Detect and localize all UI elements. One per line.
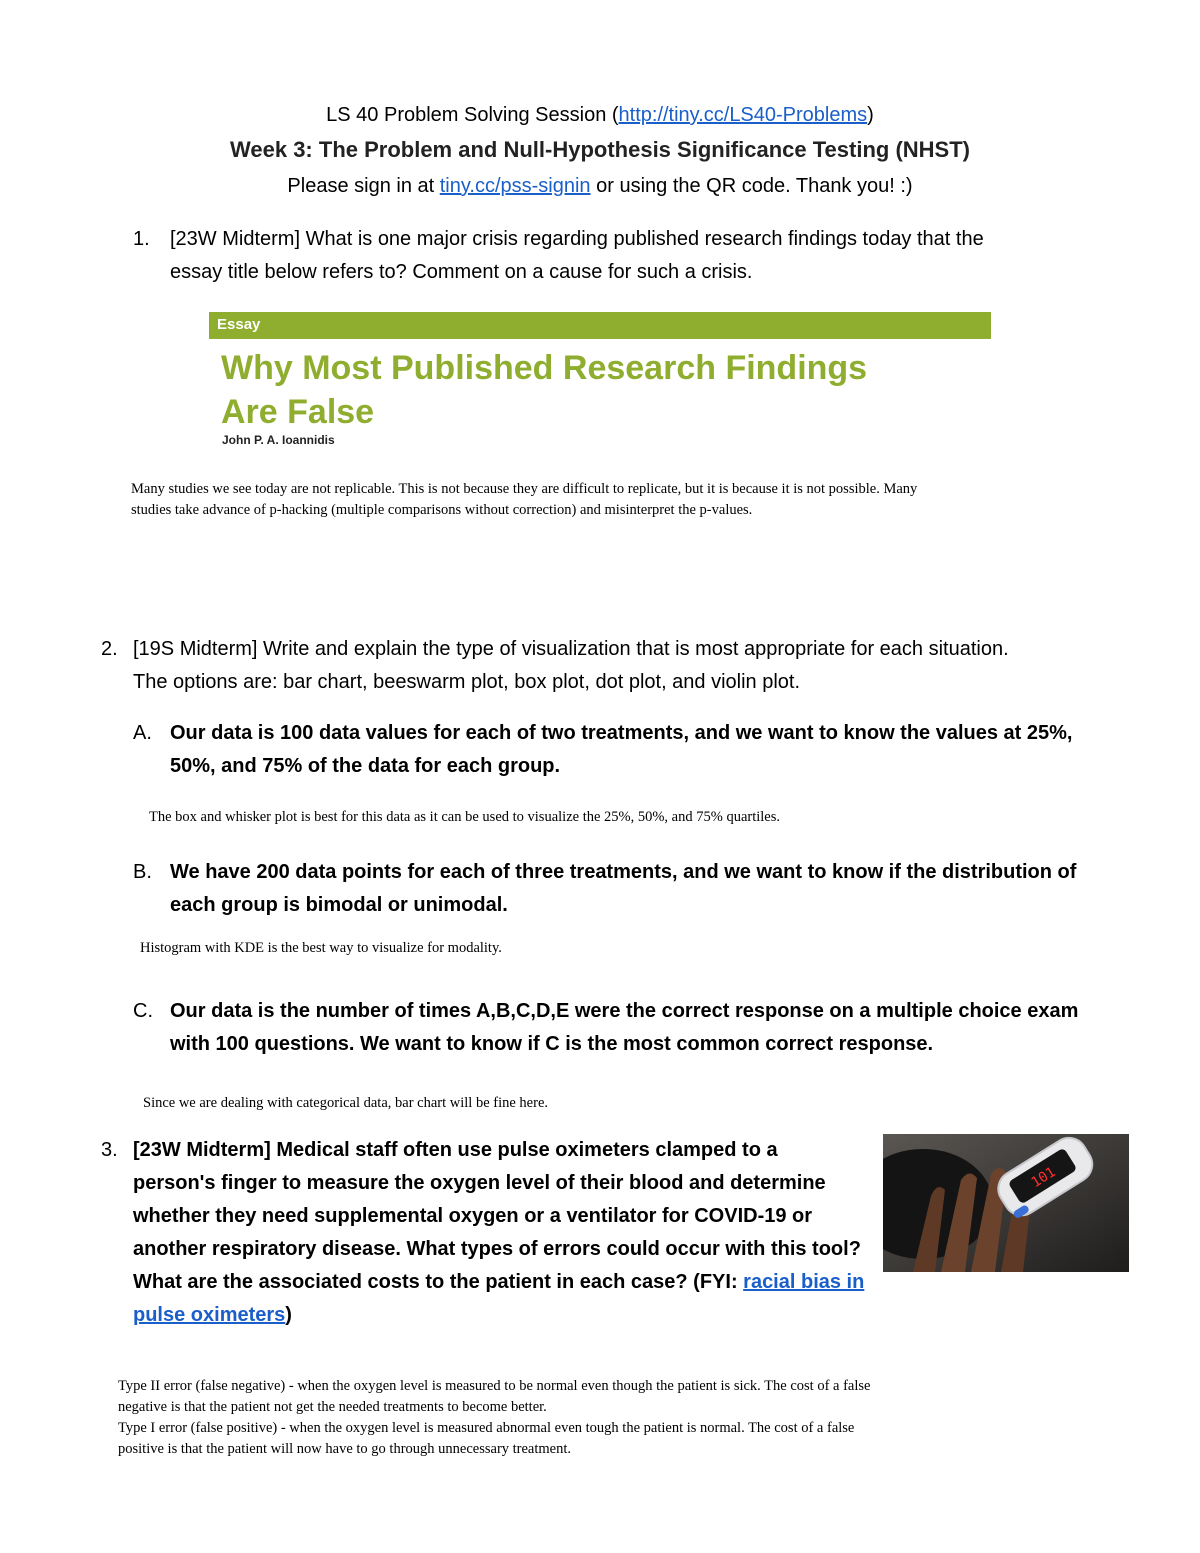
q3-number: 3. [101,1139,118,1161]
q1-number: 1. [133,228,150,250]
q2b-line-1: We have 200 data points for each of three treatments, and we want to know if the distribution of [170,861,1077,883]
signin-line [0,171,1200,201]
signin-prefix: Please sign in at [287,175,440,197]
q3-line-4: another respiratory disease. What types of errors could occur with this tool? [133,1238,861,1260]
q3-line-1: [23W Midterm] Medical staff often use pulse oximeters clamped to a [133,1139,778,1161]
q2a-line-2: 50%, and 75% of the data for each group. [170,755,561,777]
q2c-answer: Since we are dealing with categorical data, bar chart will be fine here. [143,1095,549,1111]
q1-line-2: essay title below refers to? Comment on a cause for such a crisis. [170,261,753,283]
essay-banner [209,312,991,339]
q2b-answer: Histogram with KDE is the best way to visualize for modality. [140,940,502,956]
q2b-letter: B. [133,861,152,883]
essay-title-line-1: Why Most Published Research Findings [221,349,868,387]
pulse-oximeter-illustration [883,1134,1129,1272]
pulse-oximeters-link[interactable]: pulse oximeters [133,1304,286,1326]
header-line-1-suffix: ) [867,104,874,126]
essay-label: Essay [217,316,261,333]
header-line-1 [0,100,1200,130]
header-line-1-prefix: LS 40 Problem Solving Session ( [326,104,619,126]
q1-answer [131,479,1131,521]
q3-line-5-prefix: What are the associated costs to the patient in each case? (FYI: [133,1271,744,1293]
q2a-text [170,717,1180,783]
problems-link[interactable]: http://tiny.cc/LS40-Problems [618,104,868,126]
q2b-line-2: each group is bimodal or unimodal. [170,894,508,916]
page-title: Week 3: The Problem and Null-Hypothesis Significance Testing (NHST) [230,137,970,162]
q2-line-2: The options are: bar chart, beeswarm plot, box plot, dot plot, and violin plot. [133,671,801,693]
q3-answer [118,1376,1078,1460]
q2c-text [170,995,1180,1061]
q3-line-6 [133,1299,873,1332]
q3-answer-line-4: positive is that the patient will now have to go through unnecessary treatment. [118,1441,572,1457]
q1-answer-line-1: Many studies we see today are not replicable. This is not because they are difficult to replicate, but it is because it is not possible. Many [131,481,918,497]
q2-line-1: [19S Midterm] Write and explain the type of visualization that is most appropriate for each situation. [133,638,1009,660]
q1-text [170,223,1170,289]
q1-line-1: [23W Midterm] What is one major crisis regarding published research findings today that the [170,228,984,250]
signin-suffix: or using the QR code. Thank you! :) [590,175,913,197]
oximeter-display: 101 [1028,1164,1059,1192]
q3-line-3: whether they need supplemental oxygen or a ventilator for COVID-19 or [133,1205,813,1227]
pulse-oximeter-photo [883,1134,1129,1272]
q2a-line-1: Our data is 100 data values for each of two treatments, and we want to know the values at 25%, [170,722,1073,744]
q2-text [133,633,1183,699]
q2b-text [170,856,1180,922]
essay-title-line-2: Are False [221,393,375,431]
q3-line-2: person's finger to measure the oxygen level of their blood and determine [133,1172,826,1194]
q3-line-6-suffix: ) [285,1304,292,1326]
racial-bias-link[interactable]: racial bias in [743,1271,865,1293]
q2a-letter: A. [133,722,152,744]
q2c-letter: C. [133,1000,153,1022]
q2c-line-1: Our data is the number of times A,B,C,D,E were the correct response on a multiple choice exam [170,1000,1079,1022]
q3-answer-line-3: Type I error (false positive) - when the oxygen level is measured abnormal even tough the patient is normal. The cost of a false [118,1420,855,1436]
q2-number: 2. [101,638,118,660]
q3-line-5 [133,1266,873,1299]
q3-answer-line-1: Type II error (false negative) - when the oxygen level is measured to be normal even though the patient is sick. The cost of a false [118,1378,871,1394]
q1-answer-line-2: studies take advance of p-hacking (multiple comparisons without correction) and misinterpret the p-values. [131,502,753,518]
q2a-answer: The box and whisker plot is best for this data as it can be used to visualize the 25%, 50%, and 75% quartiles. [149,809,781,825]
essay-title [221,346,867,434]
q2c-line-2: with 100 questions. We want to know if C is the most common correct response. [170,1033,934,1055]
q3-answer-line-2: negative is that the patient not get the needed treatments to become better. [118,1399,547,1415]
essay-author: John P. A. Ioannidis [222,433,335,447]
signin-link[interactable]: tiny.cc/pss-signin [439,175,591,197]
q3-text [133,1134,873,1332]
